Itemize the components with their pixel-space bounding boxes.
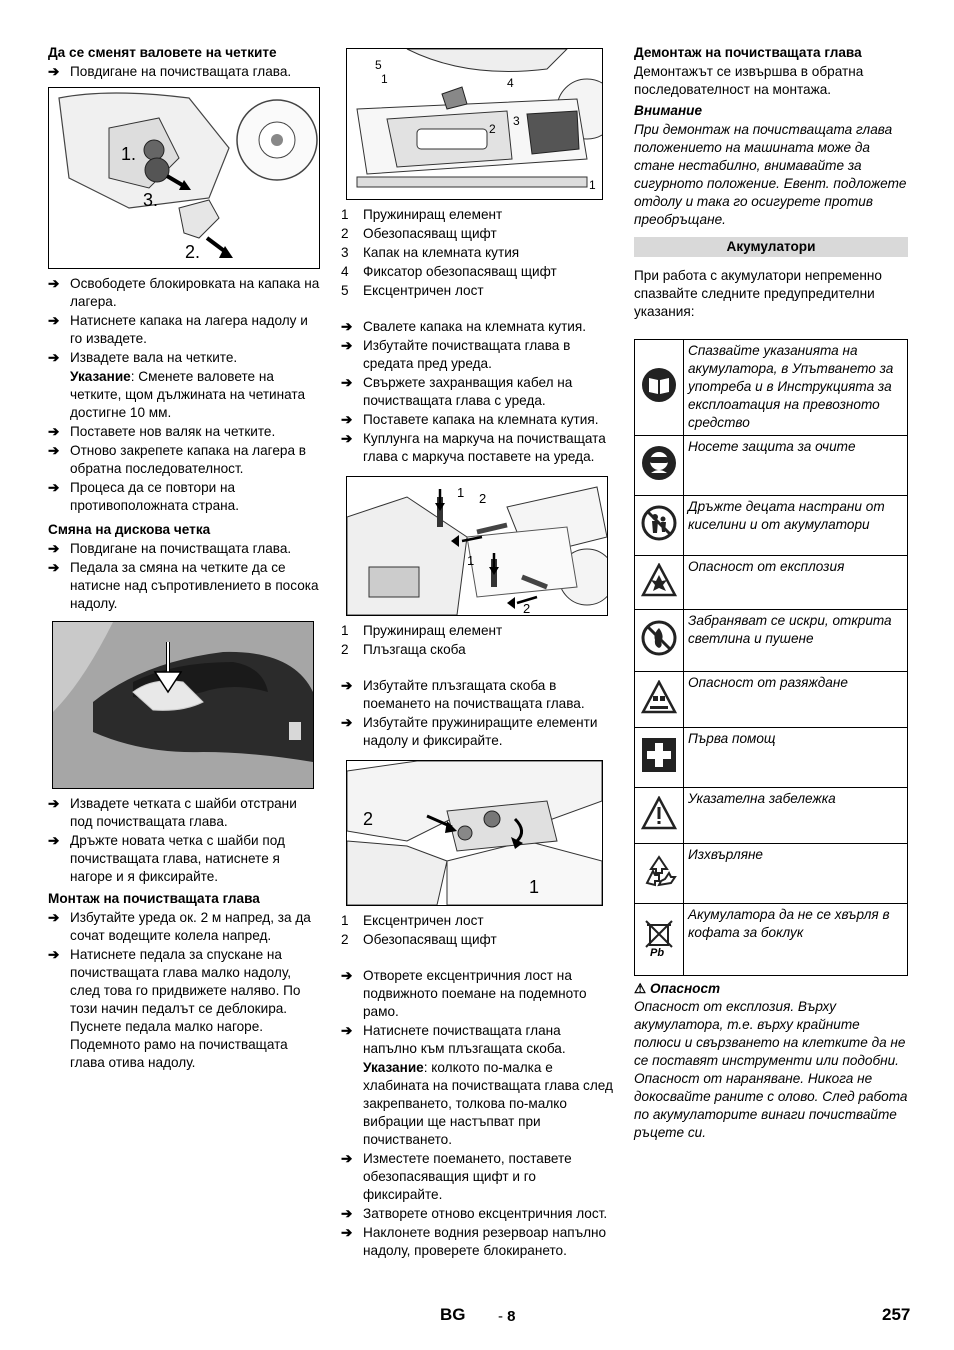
fig1-label: 1. bbox=[121, 144, 137, 164]
book-icon bbox=[641, 367, 677, 403]
legend-item: 2 Обезопасяващ щифт bbox=[341, 226, 497, 241]
warning-text: Дръжте децата настрани от киселини и от акумулатори bbox=[684, 496, 908, 556]
explosion-icon bbox=[641, 563, 677, 597]
arrow-icon: ➔ bbox=[48, 313, 60, 328]
arrow-icon: ➔ bbox=[341, 1023, 353, 1038]
arrow-icon: ➔ bbox=[48, 64, 60, 79]
step: ➔ Избутайте пружиниращите елементи надолу и фиксирайте. bbox=[341, 715, 598, 748]
battery-warnings-table bbox=[634, 339, 908, 976]
warning-text: Изхвърляне bbox=[684, 844, 908, 904]
warning-row bbox=[635, 436, 908, 496]
arrow-icon: ➔ bbox=[341, 715, 353, 730]
warning-row bbox=[635, 610, 908, 672]
warning-text: Опасност от разяждане bbox=[684, 672, 908, 728]
brush-pedal-photo bbox=[53, 622, 313, 788]
step: ➔ Изместете поемането, поставете обезопасяващия щифт и го фиксирайте. bbox=[341, 1151, 572, 1202]
fig2-label: 1 bbox=[381, 72, 388, 86]
legend-item: 3 Капак на клемната кутия bbox=[341, 245, 520, 260]
figure-terminal-box bbox=[346, 48, 603, 200]
heading-disc-brush: Смяна на дискова четка bbox=[48, 522, 211, 537]
fig3-label: 2 bbox=[479, 491, 487, 506]
arrow-icon: ➔ bbox=[48, 560, 60, 575]
arrow-icon: ➔ bbox=[48, 833, 60, 848]
warning-icon bbox=[641, 796, 677, 830]
footer-language: BG bbox=[440, 1305, 466, 1324]
no-bin-icon bbox=[641, 917, 677, 957]
legend-item: 2 Плъзгаща скоба bbox=[341, 642, 466, 657]
legend-list-3 bbox=[341, 912, 613, 949]
footer-page-number: 257 bbox=[882, 1305, 911, 1324]
arrow-icon: ➔ bbox=[48, 541, 60, 556]
arrow-icon: ➔ bbox=[341, 1151, 353, 1166]
slide-clamp-illustration bbox=[347, 477, 607, 615]
step: ➔ Свържете захранващия кабел на почистващата глава с уреда. bbox=[341, 375, 573, 408]
fig2-label: 4 bbox=[507, 76, 514, 90]
step: ➔ Поставете нов валяк на четките. bbox=[48, 424, 276, 439]
column-middle bbox=[341, 44, 613, 1261]
warning-row bbox=[635, 844, 908, 904]
heading-replace-rollers: Да се сменят валовете на четките bbox=[48, 45, 277, 60]
figure-slide-clamp bbox=[346, 476, 608, 616]
fig4-label: 2 bbox=[363, 809, 374, 829]
arrow-icon: ➔ bbox=[48, 350, 60, 365]
corrosive-icon bbox=[641, 680, 677, 714]
legend-item: 2 Обезопасяващ щифт bbox=[341, 932, 497, 947]
paragraph-batteries: При работа с акумулатори непременно спазвайте следните предупредителни указания: bbox=[634, 268, 882, 319]
first-aid-icon bbox=[641, 737, 677, 773]
step: ➔ Куплунга на маркуча на почистващата глава с маркуча поставете на уреда. bbox=[341, 431, 606, 464]
attention-title: Внимание bbox=[634, 103, 703, 118]
fig1-label: 2. bbox=[185, 242, 201, 262]
warning-text: Акумулатора да не се хвърля в кофата за боклук bbox=[684, 904, 908, 976]
fig2-label: 5 bbox=[375, 58, 382, 72]
legend-item: 1 Ексцентричен лост bbox=[341, 913, 484, 928]
attention-text: При демонтаж на почистващата глава положението на машината може да стане нестабилно, внимавайте за сигурното положение. Евент. подложете отдолу и така го осигурете против преобръщане. bbox=[634, 122, 907, 227]
legend-list-2 bbox=[341, 622, 613, 659]
arrow-icon: ➔ bbox=[48, 796, 60, 811]
warning-icon: ⚠ bbox=[634, 981, 647, 996]
arrow-icon: ➔ bbox=[48, 424, 60, 439]
arrow-icon: ➔ bbox=[48, 276, 60, 291]
note: Указание: Сменете валовете на четките, щом дължината на четината достигне 10 мм. bbox=[70, 369, 306, 420]
step: ➔ Процеса да се повтори на противоположната страна. bbox=[48, 480, 240, 513]
figure-roller-cover bbox=[48, 87, 320, 269]
legend-item: 1 Пружиниращ елемент bbox=[341, 207, 503, 222]
arrow-icon: ➔ bbox=[48, 443, 60, 458]
legend-item: 5 Ексцентричен лост bbox=[341, 283, 484, 298]
no-fire-icon bbox=[641, 620, 677, 656]
arrow-icon: ➔ bbox=[341, 375, 353, 390]
arrow-icon: ➔ bbox=[48, 480, 60, 495]
warning-text: Спазвайте указанията на акумулатора, в Упътването за употреба и в Инструкцията за експлоатация на превозното средство bbox=[684, 340, 908, 436]
step: ➔ Натиснете почистващата глана напълно към плъзгащата скоба. bbox=[341, 1023, 566, 1056]
warning-row bbox=[635, 788, 908, 844]
fig4-label: 1 bbox=[529, 877, 540, 897]
legend-item: 4 Фиксатор обезопасяващ щифт bbox=[341, 264, 557, 279]
danger-text: Опасност от експлозия. Върху акумулатора, т.е. върху крайните полюси и свързването на клетките да не се поставят инструменти или подобни. Опасност от нараняване. Никога не докосвайте раните с олово. След работа по акумулаторите винаги почиствайте ръцете си. bbox=[634, 999, 908, 1140]
step: ➔ Дръжте новата четка с шайби под почистващата глава, натиснете я нагоре и я фиксирайте. bbox=[48, 833, 285, 884]
fig3-label: 2 bbox=[523, 601, 531, 615]
fig2-label: 3 bbox=[513, 114, 520, 128]
arrow-icon: ➔ bbox=[341, 1225, 353, 1240]
arrow-icon: ➔ bbox=[341, 412, 353, 427]
arrow-icon: ➔ bbox=[341, 968, 353, 983]
arrow-icon: ➔ bbox=[341, 338, 353, 353]
eccentric-lever-illustration bbox=[347, 761, 602, 905]
warning-row bbox=[635, 904, 908, 976]
step: ➔ Освободете блокировката на капака на лагера. bbox=[48, 276, 320, 309]
fig3-label: 1 bbox=[467, 553, 475, 568]
step: ➔ Избутайте почистващата глава в средата пред уреда. bbox=[341, 338, 571, 371]
step: ➔ Извадете вала на четките. bbox=[48, 350, 238, 365]
warning-row bbox=[635, 728, 908, 788]
legend-item: 1 Пружиниращ елемент bbox=[341, 623, 503, 638]
arrow-icon: ➔ bbox=[341, 678, 353, 693]
roller-cover-illustration bbox=[49, 88, 319, 268]
warning-text: Забраняват се искри, открита светлина и пушене bbox=[684, 610, 908, 672]
terminal-box-illustration bbox=[347, 49, 602, 199]
step: ➔ Наклонете водния резервоар напълно надолу, проверете блокирането. bbox=[341, 1225, 607, 1258]
step: ➔ Натиснете педала за спускане на почистващата глава малко надолу, след това го придвижете наляво. По този начин педалът се деблокира. Пуснете педала малко нагоре. Подемното рамо на почистващата глава отива надолу. bbox=[48, 947, 301, 1070]
step: ➔ Извадете четката с шайби отстрани под почистващата глава. bbox=[48, 796, 297, 829]
step: ➔ Педала за смяна на четките да се натисне над съпротивлението в посока надолу. bbox=[48, 560, 319, 611]
warning-row bbox=[635, 556, 908, 610]
step: ➔ Затворете отново ексцентричния лост. bbox=[341, 1206, 608, 1221]
column-right bbox=[634, 44, 908, 1143]
fig1-label: 3. bbox=[143, 190, 159, 210]
step: ➔ Поставете капака на клемната кутия. bbox=[341, 412, 599, 427]
danger-heading: ⚠ Опасност bbox=[634, 981, 721, 996]
heading-dismount: Демонтаж на почистващата глава bbox=[634, 45, 862, 60]
column-left bbox=[48, 44, 320, 1073]
fig3-label: 1 bbox=[457, 485, 465, 500]
step: ➔ Повдигане на почистващата глава. bbox=[48, 64, 292, 79]
pb-label: Pb bbox=[650, 947, 665, 957]
note: Указание: колкото по-малка е хлабината на почистващата глава след закрепването, толкова по-малко вибрации ще настъпват при почистването. bbox=[363, 1060, 613, 1147]
step: ➔ Избутайте уреда ок. 2 м напред, за да сочат водещите колела напред. bbox=[48, 910, 311, 943]
goggles-icon bbox=[641, 445, 677, 481]
fig2-label: 1 bbox=[589, 178, 596, 192]
step: ➔ Повдигане на почистващата глава. bbox=[48, 541, 292, 556]
step: ➔ Свалете капака на клемната кутия. bbox=[341, 319, 587, 334]
figure-eccentric-lever bbox=[346, 760, 603, 906]
heading-mount-head: Монтаж на почистващата глава bbox=[48, 891, 260, 906]
step: ➔ Избутайте плъзгащата скоба в поемането на почистващата глава. bbox=[341, 678, 585, 711]
arrow-icon: ➔ bbox=[341, 1206, 353, 1221]
footer-sub-page: - 8 bbox=[498, 1308, 516, 1325]
warning-text: Указателна забележка bbox=[684, 788, 908, 844]
step: ➔ Отворете ексцентричния лост на подвижното поемане на подемното рамо. bbox=[341, 968, 587, 1019]
arrow-icon: ➔ bbox=[341, 431, 353, 446]
fig2-label: 2 bbox=[489, 122, 496, 136]
warning-row bbox=[635, 672, 908, 728]
warning-row bbox=[635, 340, 908, 436]
no-children-icon bbox=[641, 505, 677, 541]
section-batteries: Акумулатори bbox=[634, 237, 908, 257]
arrow-icon: ➔ bbox=[48, 947, 60, 962]
legend-list-1 bbox=[341, 206, 613, 300]
arrow-icon: ➔ bbox=[341, 319, 353, 334]
recycle-icon bbox=[641, 853, 677, 889]
photo-brush-pedal bbox=[52, 621, 314, 789]
step: ➔ Натиснете капака на лагера надолу и го извадете. bbox=[48, 313, 308, 346]
paragraph-dismount: Демонтажът се извършва в обратна последователност на монтажа. bbox=[634, 64, 864, 97]
warning-text: Носете защита за очите bbox=[684, 436, 908, 496]
warning-row bbox=[635, 496, 908, 556]
step: ➔ Отново закрепете капака на лагера в обратна последователност. bbox=[48, 443, 306, 476]
arrow-icon: ➔ bbox=[48, 910, 60, 925]
warning-text: Опасност от експлозия bbox=[684, 556, 908, 610]
warning-text: Първа помощ bbox=[684, 728, 908, 788]
